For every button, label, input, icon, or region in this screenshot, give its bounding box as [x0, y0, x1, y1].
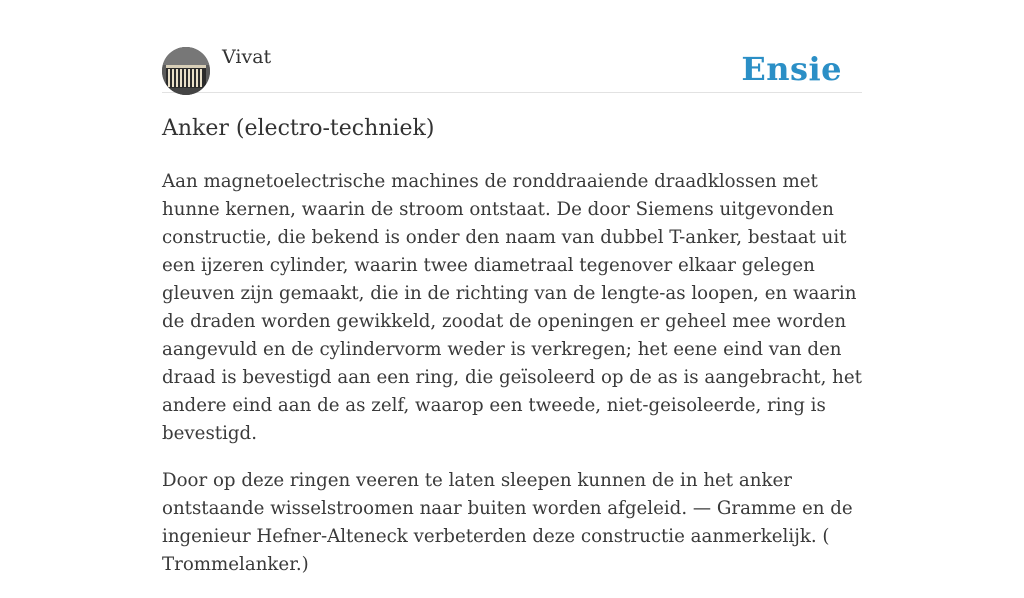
page — [162, 0, 862, 575]
article-paragraph: Aan magnetoelectrische machines de ronddraaiende draadklossen met hunne kernen, waarin de stroom ontstaat. De door Siemens uitgevonden constructie, die bekend is onder den naam van dubbel T-anker, bestaat uit een ijzeren cylinder, waarin twee diametraal tegenover elkaar gelegen gleuven zijn gemaakt, die in de richting van de lengte-as loopen, en waarin de draden worden gewikkeld, zoodat de openingen er geheel mee worden aangevuld en de cylindervorm weder is verkregen; het eene eind van den draad is bevestigd aan een ring, die geïsoleerd op de as is aangebracht, het andere eind aan de as zelf, waarop een tweede, niet-geisoleerde, ring is bevestigd. — [162, 171, 862, 444]
article-body — [162, 168, 862, 598]
avatar[interactable] — [162, 47, 210, 95]
article-paragraph: Door op deze ringen veeren te laten sleepen kunnen de in het anker ontstaande wisselstroomen naar buiten worden afgeleid. — Gramme en de ingenieur Hefner-Alteneck verbeterden deze constructie aanmerkelijk. ( Trommelanker.) — [162, 470, 853, 575]
page-title: Anker (electro-techniek) — [162, 116, 435, 141]
header — [162, 0, 862, 93]
book-spines-icon — [162, 47, 210, 95]
author-link[interactable]: Vivat — [222, 46, 272, 68]
brand-logo[interactable]: Ensie — [741, 50, 842, 88]
